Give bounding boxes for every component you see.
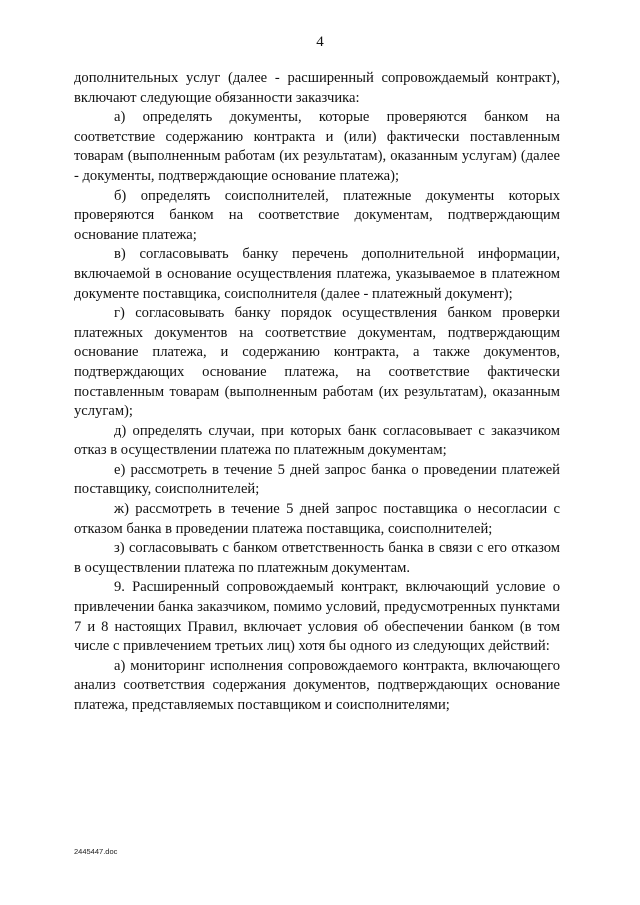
paragraph-intro-continuation: дополнительных услуг (далее - расширенный сопровождаемый контракт), включают следующие обязанности заказчика:: [74, 70, 560, 106]
page-number: 4: [316, 34, 324, 50]
paragraph-item-e: е) рассмотреть в течение 5 дней запрос банка о проведении платежей поставщику, соисполнителей;: [74, 461, 560, 498]
paragraph-item-d: д) определять случаи, при которых банк согласовывает с заказчиком отказ в осуществлении платежа по платежным документам;: [74, 422, 560, 459]
paragraph-item-b: б) определять соисполнителей, платежные документы которых проверяются банком на соответствие документам, подтверждающим основание платежа;: [74, 187, 560, 243]
footer-filename: 2445447.doc: [74, 847, 118, 856]
paragraph-section-9: 9. Расширенный сопровождаемый контракт, включающий условие о привлечении банка заказчиком, помимо условий, предусмотренных пунктами 7 и 8 настоящих Правил, включает условия об обеспечении банком (в том числе с привлечением третьих лиц) хотя бы одного из следующих действий:: [74, 579, 560, 655]
paragraph-item-z: з) согласовывать с банком ответственность банка в связи с его отказом в осуществлении платежа по платежным документам.: [74, 540, 560, 576]
paragraph-item-a: а) определять документы, которые проверяются банком на соответствие содержанию контракта и (или) фактически поставленным товарам (выполненным работам (их результатам), оказанным услугам) (далее - документы, подтверждающие основание платежа);: [74, 109, 560, 184]
paragraph-section-9-item-a: а) мониторинг исполнения сопровождаемого контракта, включающего анализ соответствия содержания документов, подтверждающих основание платежа, представляемых поставщиком и соисполнителями;: [74, 657, 560, 713]
paragraph-item-g: г) согласовывать банку порядок осуществления банком проверки платежных документов на соответствие документам, подтверждающим основание платежа, и содержанию контракта, а также документов, подтверждающих основание платежа, на соответствие фактически поставленным товарам (выполненным работам (их результатам), оказанным услугам);: [74, 305, 560, 420]
paragraph-item-v: в) согласовывать банку перечень дополнительной информации, включаемой в основание осуществления платежа, указываемое в платежном документе поставщика, соисполнителя (далее - платежный документ);: [74, 246, 560, 302]
document-body: [74, 69, 560, 716]
paragraph-item-zh: ж) рассмотреть в течение 5 дней запрос поставщика о несогласии с отказом банка в проведении платежа поставщика, соисполнителей;: [74, 501, 560, 537]
